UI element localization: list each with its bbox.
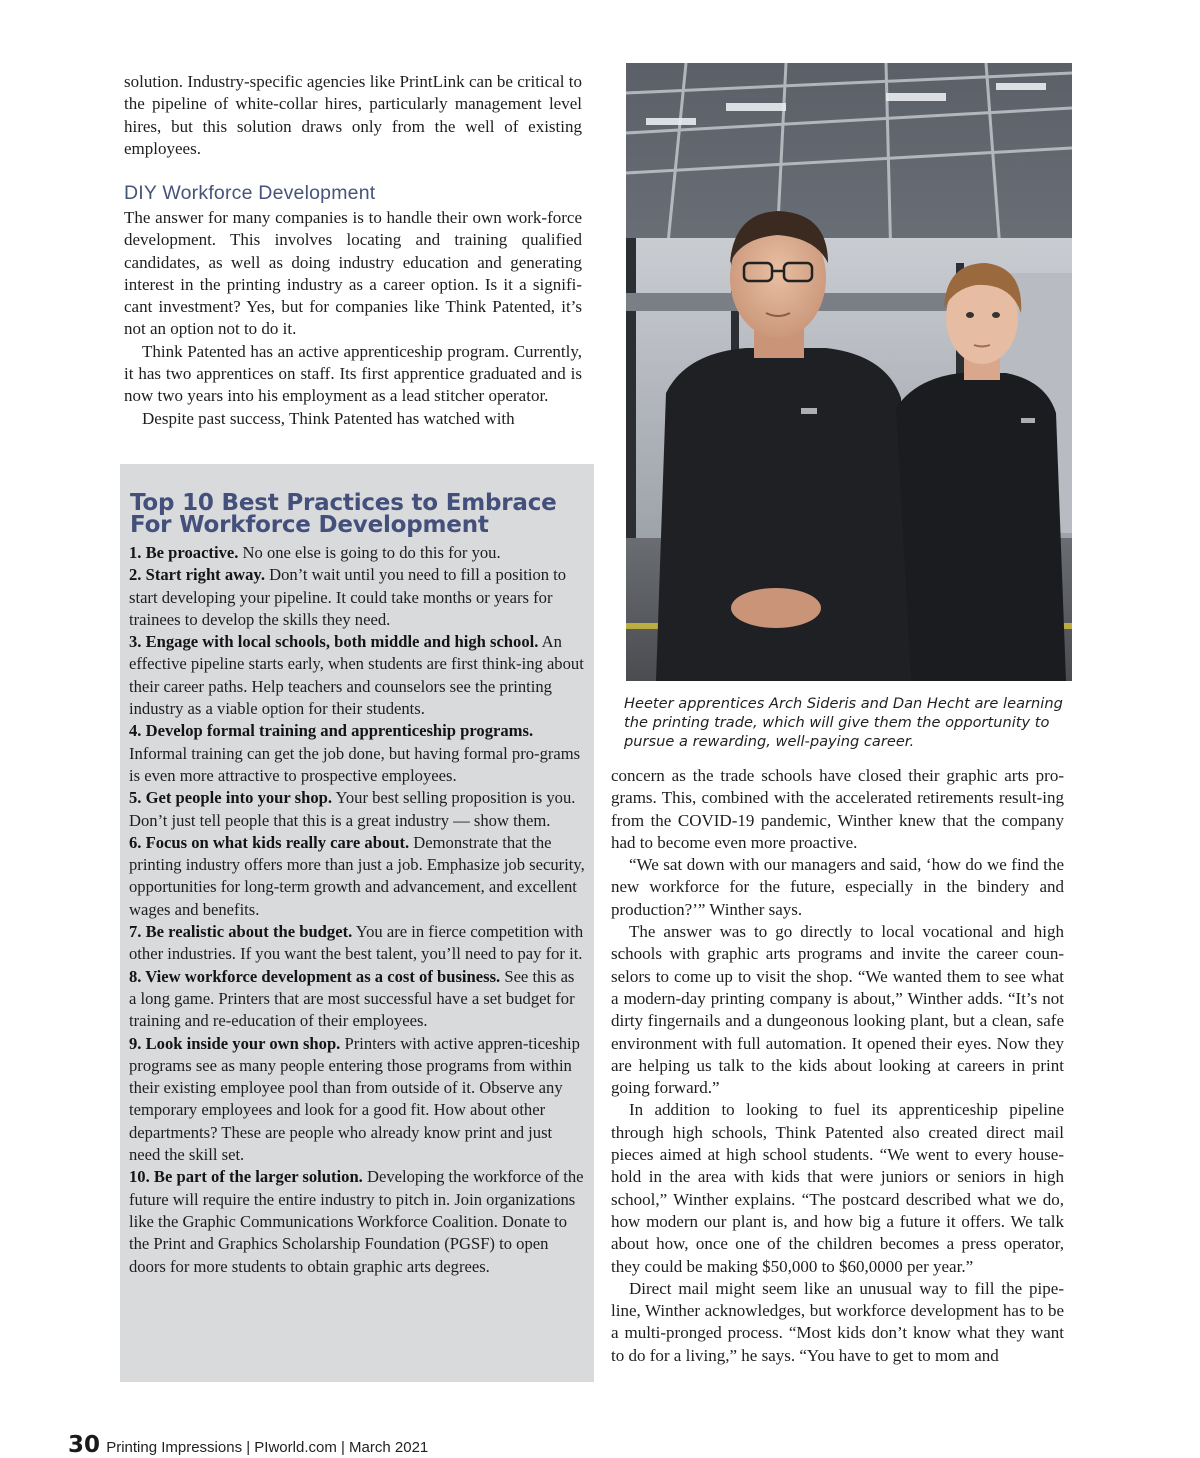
list-item (129, 631, 585, 720)
list-item-text: Your best selling proposition is you. Don’t just tell people that this is a great industry — show them. (129, 788, 576, 830)
list-item (129, 542, 585, 564)
article-paragraph: In addition to looking to fuel its apprenticeship pipeline through high schools, Think Patented also created direct mail pieces aimed at high school students. “We went to every house-hold in the area with kids that were juniors or seniors in high school,” Winther explains. “The postcard described what we do, how modern our plant is, and how big a future it offers. We talk about how, once one of the children becomes a press operator, they could be making $50,000 to $60,0000 per year.” (611, 1100, 1064, 1276)
list-item-text: An effective pipeline starts early, when students are first think-ing about their career paths. Help teachers and counselors see the printing industry as a viable option for their students. (129, 632, 584, 719)
list-item-heading: 6. Focus on what kids really care about. (129, 832, 410, 852)
page-footer (68, 1432, 428, 1458)
apprentices-photo (626, 63, 1072, 681)
photo-illustration (626, 63, 1072, 681)
list-item (129, 966, 585, 1033)
article-column-left (124, 207, 582, 430)
list-item-text: Informal training can get the job done, but having formal pro-grams is even more attractive to prospective employees. (129, 743, 581, 785)
article-paragraph: Despite past success, Think Patented has watched with (142, 408, 515, 428)
list-item (129, 787, 585, 832)
list-item (129, 921, 585, 966)
list-item (129, 720, 585, 787)
list-item-heading: 2. Start right away. (129, 565, 265, 585)
footer-text: Printing Impressions | PIworld.com | March 2021 (106, 1439, 429, 1456)
list-item-heading: 5. Get people into your shop. (129, 788, 332, 808)
best-practices-list (129, 542, 585, 1278)
list-item (129, 564, 585, 631)
article-paragraph: The answer was to go directly to local vocational and high schools with graphic arts programs and invite the career coun-selors to come up to visit the shop. “We wanted them to see what a modern-day printing company is about,” Winther adds. “It’s not dirty fingernails and a dungeonous looking plant, but a clean, safe environment with full automation. It opened their eyes. Now they are helping us talk to the kids about looking at careers in print going forward.” (611, 922, 1064, 1098)
article-paragraph: solution. Industry-specific agencies like PrintLink can be critical to the pipeline of white-collar hires, particularly management level hires, but this solution draws only from the well of existing employees. (124, 72, 582, 158)
list-item-heading: 1. Be proactive. (129, 543, 239, 562)
list-item-heading: 10. Be part of the larger solution. (129, 1167, 363, 1187)
list-item-heading: 8. View workforce development as a cost of business. (129, 966, 501, 986)
list-item-text: No one else is going to do this for you. (238, 543, 501, 562)
article-paragraph: concern as the trade schools have closed their graphic arts pro-grams. This, combined with the accelerated retirements result-ing from the COVID-19 pandemic, Winther knew that the company had to become even more proactive. (611, 766, 1064, 852)
list-item-heading: 4. Develop formal training and apprenticeship programs. (129, 721, 534, 741)
article-column-right (611, 765, 1064, 1367)
list-item-text: Don’t wait until you need to fill a position to start developing your pipeline. It could take months or years for trainees to develop the skills they need. (129, 565, 567, 629)
list-item (129, 1166, 585, 1277)
list-item-text: Developing the workforce of the future will require the entire industry to pitch in. Join organizations like the Graphic Communications Workforce Coalition. Donate to the Print and Graphics Scholarship Foundation (PGSF) to open doors for more students to obtain graphic arts degrees. (129, 1167, 584, 1276)
page-number: 30 (68, 1432, 101, 1458)
list-item-heading: 7. Be realistic about the budget. (129, 922, 353, 942)
article-paragraph: Direct mail might seem like an unusual way to fill the pipe-line, Winther acknowledges, but workforce development has to be a multi-pronged process. “Most kids don’t know what they want to do for a living,” he says. “You have to get to mom and (611, 1278, 1064, 1365)
list-item-heading: 9. Look inside your own shop. (129, 1033, 341, 1053)
list-item (129, 1033, 585, 1167)
article-paragraph: Think Patented has an active apprenticeship program. Currently, it has two apprentices on staff. Its first apprentice graduated and is now two years into his employment as a lead stitcher operator. (124, 341, 582, 406)
list-item-text: You are in fierce competition with other industries. If you want the best talent, you’ll need to pay for it. (129, 922, 584, 964)
list-item (129, 832, 585, 921)
article-paragraph: The answer for many companies is to handle their own work-force development. This involves locating and training qualified candidates, as well as doing industry education and generating interest in the printing industry as a career option. Is it a signifi-cant investment? Yes, but for companies like Think Patented, it’s not an option not to do it. (124, 208, 582, 339)
sidebar-title: Top 10 Best Practices to Embrace For Workforce Development (130, 490, 557, 538)
list-item-text: Printers with active appren-ticeship programs see as many people entering those programs from within their existing employee pool than from outside of it. Observe any temporary employees and look for a good fit. How about other departments? These are people who already know print and just need the skill set. (129, 1033, 580, 1165)
list-item-heading: 3. Engage with local schools, both middle and high school. (129, 632, 539, 652)
photo-caption: Heeter apprentices Arch Sideris and Dan Hecht are learning the printing trade, which will give them the opportunity to pursue a rewarding, well-paying career. (624, 695, 1063, 750)
list-item-text: See this as a long game. Printers that are most successful have a set budget for training and re-education of their employees. (129, 966, 575, 1031)
article-column-left-top (124, 71, 582, 160)
list-item-text: Demonstrate that the printing industry offers more than just a job. Emphasize job security, opportunities for long-term growth and advancement, and excellent wages and benefits. (129, 832, 585, 919)
section-heading: DIY Workforce Development (124, 182, 376, 204)
article-paragraph: “We sat down with our managers and said, ‘how do we find the new workforce for the future, especially in the bindery and production?’” Winther says. (611, 855, 1064, 919)
